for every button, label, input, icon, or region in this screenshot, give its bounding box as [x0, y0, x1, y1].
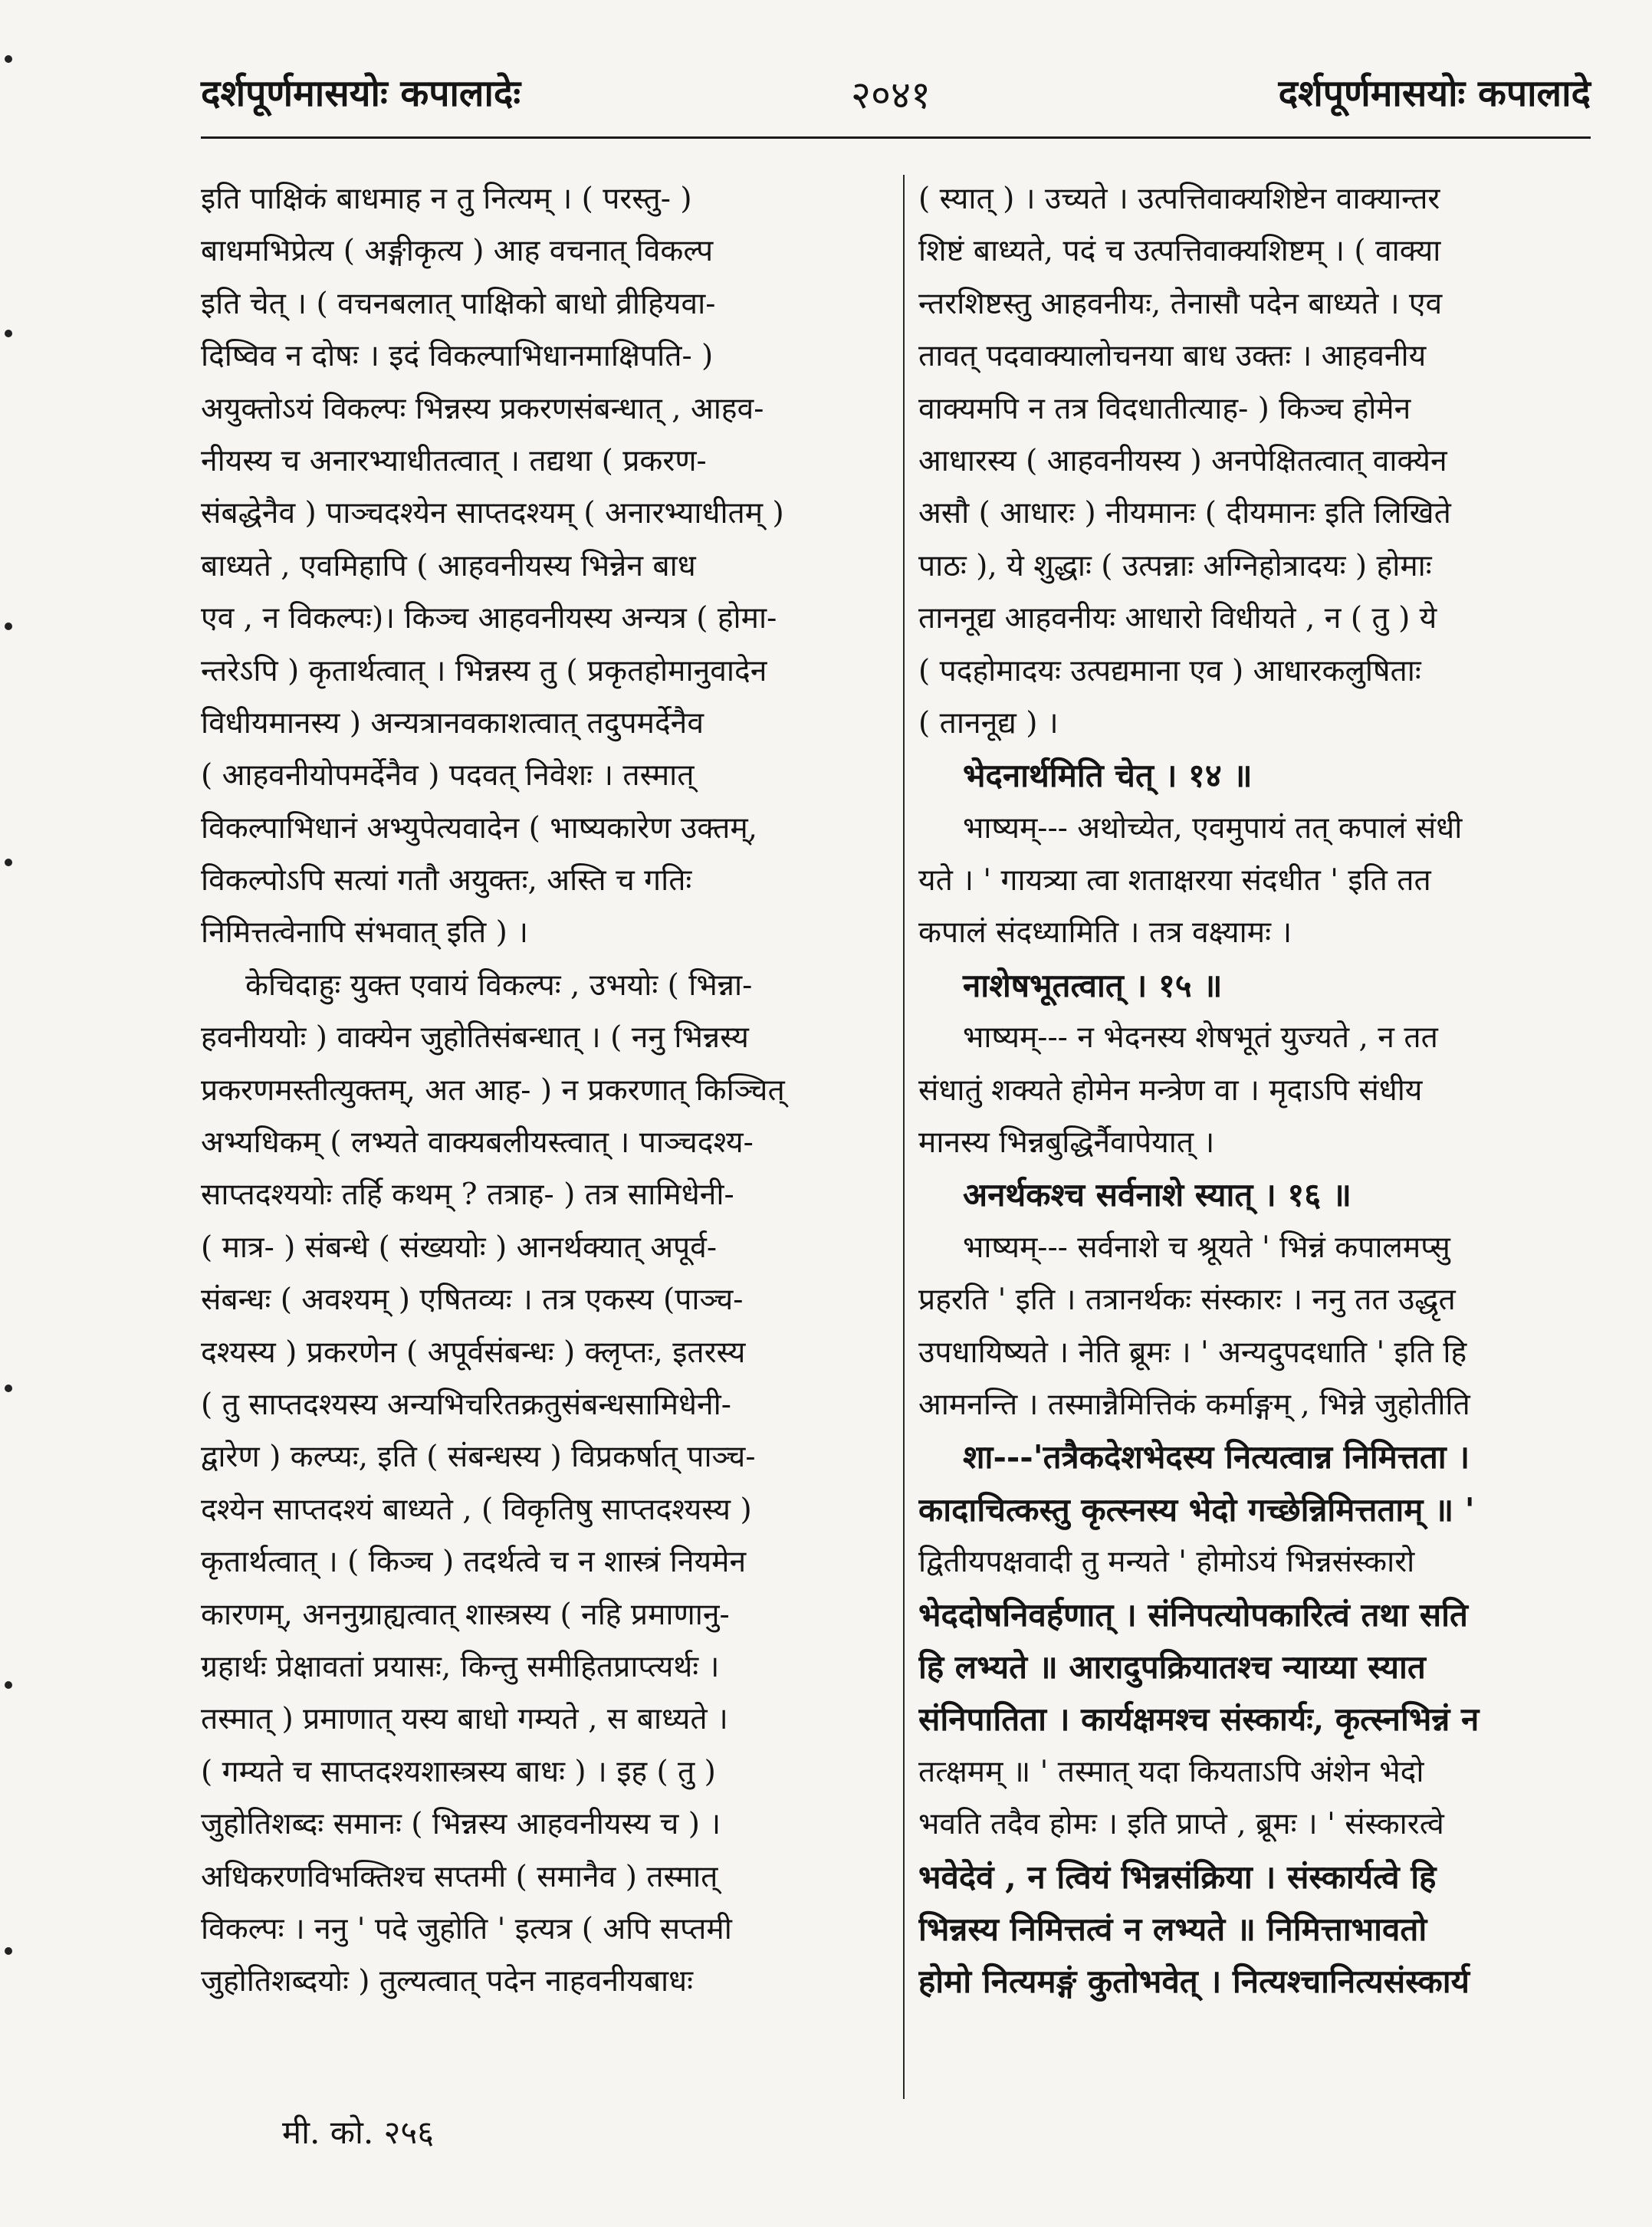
- text-line: जुहोतिशब्दः समानः ( भिन्नस्य आहवनीयस्य च ) ।: [201, 1807, 721, 1842]
- text-line: ( गम्यते च साप्तदश्यशास्त्रस्य बाधः ) । इह ( तु ): [201, 1754, 716, 1789]
- text-line: अधिकरणविभक्तिश्च सप्तमी ( समानैव ) तस्मात्: [201, 1859, 718, 1894]
- header-right-title: दर्शपूर्णमासयोः कपालादे: [1278, 72, 1591, 115]
- text-line: नीयस्य च अनारभ्याधीतत्वात् । तद्यथा ( प्रकरण-: [201, 443, 707, 478]
- header-left-title: दर्शपूर्णमासयोः कपालादेः: [201, 72, 521, 115]
- margin-mark: [5, 330, 12, 337]
- text-line: संबन्धः ( अवश्यम् ) एषितव्यः । तत्र एकस्य (पाञ्च-: [201, 1283, 744, 1318]
- text-line: द्वारेण ) कल्प्यः, इति ( संबन्धस्य ) विप्रकर्षात् पाञ्च-: [201, 1440, 756, 1475]
- text-line: तस्मात् ) प्रमाणात् यस्य बाधो गम्यते , स बाध्यते ।: [201, 1702, 728, 1737]
- text-line: ( स्यात् ) । उच्यते । उत्पत्तिवाक्यशिष्टेन वाक्यान्तर: [918, 182, 1440, 216]
- text-line: न्तरेऽपि ) कृतार्थत्वात् । भिन्नस्य तु ( प्रकृतहोमानुवादेन: [201, 653, 767, 688]
- right-column: [918, 173, 1593, 2009]
- text-line: दश्येन साप्तदश्यं बाध्यते , ( विकृतिषु साप्तदश्यस्य ): [201, 1492, 752, 1527]
- text-line: साप्तदश्ययोः तर्हि कथम् ? तत्राह- ) तत्र सामिधेनी-: [201, 1178, 734, 1213]
- text-line: भेददोषनिवर्हणात् । संनिपत्योपकारित्वं तथा सति: [918, 1595, 1468, 1634]
- footer-signature: मी. को. २५६: [282, 2114, 435, 2151]
- text-line: भिन्नस्य निमित्तत्वं न लभ्यते ॥ निमित्ताभावतो: [918, 1910, 1427, 1948]
- text-line: ग्रहार्थः प्रेक्षावतां प्रयासः, किन्तु समीहितप्राप्त्यर्थः ।: [201, 1649, 720, 1684]
- text-line: इति पाक्षिकं बाधमाह न तु नित्यम् । ( परस्तु- ): [201, 182, 692, 216]
- text-line: दिष्विव न दोषः । इदं विकल्पाभिधानमाक्षिपति- ): [201, 339, 714, 374]
- text-line: यते । ' गायत्र्या त्वा शताक्षरया संदधीत ' इति तत: [918, 863, 1431, 898]
- text-line: आधारस्य ( आहवनीयस्य ) अनपेक्षितत्वात् वाक्येन: [918, 443, 1447, 478]
- text-line: शा---'तत्रैकदेशभेदस्य नित्यत्वान्न निमित्तता ।: [963, 1438, 1470, 1476]
- text-line: विधीयमानस्य ) अन्यत्रानवकाशत्वात् तदुपमर्देनैव: [201, 705, 704, 741]
- text-line: न्तरशिष्टस्तु आहवनीयः, तेनासौ पदेन बाध्यते । एव: [918, 286, 1443, 321]
- text-line: वाक्यमपि न तत्र विदधातीत्याह- ) किञ्च होमेन: [918, 391, 1411, 426]
- text-line: इति चेत् । ( वचनबलात् पाक्षिको बाधो व्रीहियवा-: [201, 286, 716, 321]
- header-rule: [201, 136, 1591, 139]
- text-line: एव , न विकल्पः)। किञ्च आहवनीयस्य अन्यत्र ( होमा-: [201, 601, 777, 636]
- text-line: संधातुं शक्यते होमेन मन्त्रेण वा । मृदाऽपि संधीय: [918, 1072, 1423, 1108]
- text-line: बाध्यते , एवमिहापि ( आहवनीयस्य भिन्नेन बाध: [201, 548, 696, 583]
- text-line: अयुक्तोऽयं विकल्पः भिन्नस्य प्रकरणसंबन्धात् , आहव-: [201, 391, 764, 426]
- text-line: शिष्टं बाध्यते, पदं च उत्पत्तिवाक्यशिष्टम् । ( वाक्या: [918, 234, 1441, 269]
- left-column: [201, 173, 887, 2009]
- text-line: भवति तदैव होमः । इति प्राप्ते , ब्रूमः । ' संस्कारत्वे: [918, 1807, 1444, 1842]
- page-number: २०४१: [851, 73, 931, 117]
- text-line: निमित्तत्वेनापि संभवात् इति ) ।: [201, 915, 528, 951]
- text-line: भवेदेवं , न त्वियं भिन्नसंक्रिया । संस्कार्यत्वे हि: [918, 1857, 1437, 1896]
- text-line: संबद्धेनैव ) पाञ्चदश्येन साप्तदश्यम् ( अनारभ्याधीतम् ): [201, 496, 784, 531]
- text-line: विकल्पोऽपि सत्यां गतौ अयुक्तः, अस्ति च गतिः: [201, 863, 692, 898]
- text-line: विकल्पाभिधानं अभ्युपेत्यवादेन ( भाष्यकारेण उक्तम्,: [201, 810, 758, 846]
- text-line: दश्यस्य ) प्रकरणेन ( अपूर्वसंबन्धः ) क्लृप्तः, इतरस्य: [201, 1335, 746, 1370]
- text-line: होमो नित्यमङ्गं कुतोभवेत् । नित्यश्चानित्यसंस्कार्य: [918, 1963, 1470, 2001]
- text-line: भाष्यम्--- अथोच्येत, एवमुपायं तत् कपालं संधी: [963, 810, 1463, 846]
- text-line: ( पदहोमादयः उत्पद्यमाना एव ) आधारकलुषिताः: [918, 653, 1421, 688]
- text-line: तत्क्षमम् ॥ ' तस्मात् यदा कियताऽपि अंशेन भेदो: [918, 1754, 1424, 1789]
- text-line: असौ ( आधारः ) नीयमानः ( दीयमानः इति लिखिते: [918, 496, 1451, 531]
- text-line: प्रकरणमस्तीत्युक्तम्, अत आह- ) न प्रकरणात् किञ्चित्: [201, 1072, 785, 1108]
- text-line: भेदनार्थमिति चेत् । १४ ॥: [963, 757, 1253, 795]
- text-line: बाधमभिप्रेत्य ( अङ्गीकृत्य ) आह वचनात् विकल्प: [201, 234, 714, 269]
- text-line: प्रहरति ' इति । तत्रानर्थकः संस्कारः । ननु तत उद्धृत: [918, 1283, 1456, 1318]
- text-line: हवनीययोः ) वाक्येन जुहोतिसंबन्धात् । ( ननु भिन्नस्य: [201, 1020, 749, 1056]
- text-line: नाशेषभूतत्वात् । १५ ॥: [963, 966, 1223, 1004]
- text-line: संनिपातिता । कार्यक्षमश्च संस्कार्यः, कृत्स्नभिन्नं न: [918, 1700, 1480, 1739]
- text-line: उपधायिष्यते । नेति ब्रूमः । ' अन्यदुपदधाति ' इति हि: [918, 1335, 1467, 1370]
- text-line: हि लभ्यते ॥ आरादुपक्रियातश्च न्याय्या स्यात: [918, 1647, 1426, 1686]
- text-line: कृतार्थत्वात् । ( किञ्च ) तदर्थत्वे च न शास्त्रं नियमेन: [201, 1545, 747, 1580]
- margin-mark: [5, 859, 12, 866]
- text-line: तावत् पदवाक्यालोचनया बाध उक्तः । आहवनीय: [918, 339, 1427, 374]
- text-line: मानस्य भिन्नबुद्धिर्नैवापेयात् ।: [918, 1125, 1215, 1161]
- text-line: ( तु साप्तदश्यस्य अन्यभिचरितक्रतुसंबन्धसामिधेनी-: [201, 1387, 731, 1422]
- text-line: विकल्पः । ननु ' पदे जुहोति ' इत्यत्र ( अपि सप्तमी: [201, 1911, 732, 1946]
- margin-mark: [5, 1384, 12, 1392]
- margin-mark: [5, 1681, 12, 1689]
- margin-mark: [5, 1947, 12, 1955]
- margin-mark: [5, 622, 12, 630]
- text-line: कपालं संदध्यामिति । तत्र वक्ष्यामः ।: [918, 915, 1292, 951]
- text-line: ( आहवनीयोपमर्देनैव ) पदवत् निवेशः । तस्मात्: [201, 758, 695, 793]
- text-line: अभ्यधिकम् ( लभ्यते वाक्यबलीयस्त्वात् । पाञ्चदश्य-: [201, 1125, 754, 1161]
- text-line: केचिदाहुः युक्त एवायं विकल्पः , उभयोः ( भिन्ना-: [245, 967, 753, 1003]
- text-line: भाष्यम्--- न भेदनस्य शेषभूतं युज्यते , न तत: [963, 1020, 1438, 1056]
- text-line: पाठः ), ये शुद्धाः ( उत्पन्नाः अग्निहोत्रादयः ) होमाः: [918, 548, 1432, 583]
- text-line: द्वितीयपक्षवादी तु मन्यते ' होमोऽयं भिन्नसंस्कारो: [918, 1545, 1415, 1580]
- text-line: अनर्थकश्च सर्वनाशे स्यात् । १६ ॥: [963, 1176, 1351, 1214]
- text-line: जुहोतिशब्दयोः ) तुल्यत्वात् पदेन नाहवनीयबाधः: [201, 1964, 693, 1999]
- text-line: ( मात्र- ) संबन्धे ( संख्ययोः ) आनर्थक्यात् अपूर्व-: [201, 1230, 718, 1265]
- text-line: भाष्यम्--- सर्वनाशे च श्रूयते ' भिन्नं कपालमप्सु: [963, 1230, 1450, 1265]
- text-line: ताननूद्य आहवनीयः आधारो विधीयते , न ( तु ) ये: [918, 601, 1437, 636]
- running-header: [201, 60, 1591, 129]
- column-divider: [903, 175, 905, 2099]
- text-line: कादाचित्कस्तु कृत्स्नस्य भेदो गच्छेन्निमित्तताम् ॥ ': [918, 1490, 1475, 1529]
- text-line: कारणम्, अननुग्राह्यत्वात् शास्त्रस्य ( नहि प्रमाणानु-: [201, 1597, 730, 1632]
- text-line: ( ताननूद्य ) ।: [918, 705, 1059, 741]
- margin-mark: [5, 55, 12, 63]
- text-line: आमनन्ति । तस्मान्नैमित्तिकं कर्माङ्गम् , भिन्ने जुहोतीति: [918, 1387, 1470, 1422]
